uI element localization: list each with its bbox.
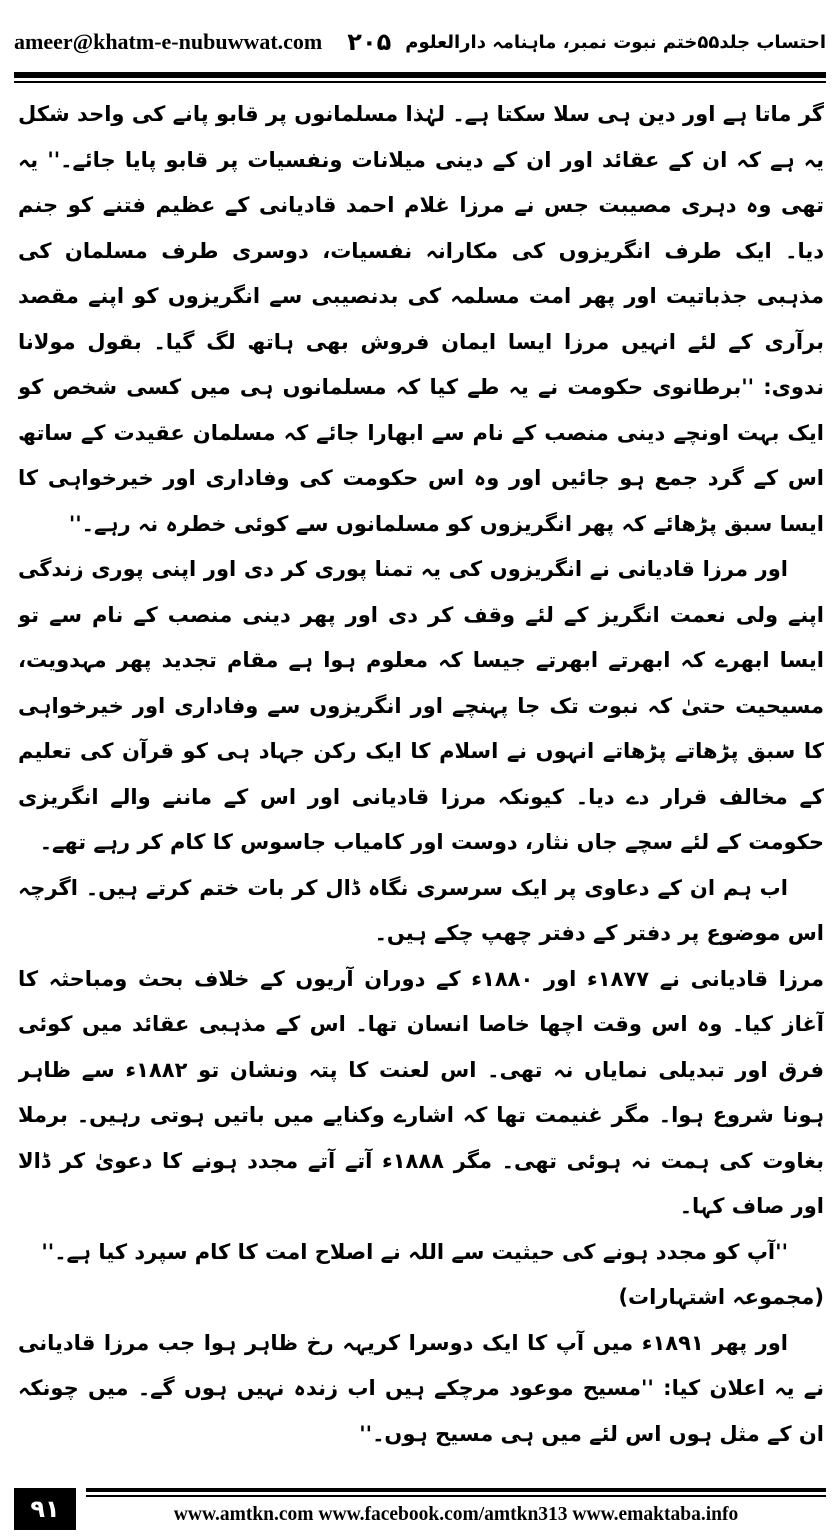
paragraph-1: گر ماتا ہے اور دین ہی سلا سکتا ہے۔ لہٰذا مسلمانوں پر قابو پانے کی واحد شکل یہ ہے کہ ان کے عقائد اور ان کے دینی میلانات ونفسیات پر قابو پایا جائے۔'' یہ تھی وہ دہری مصیبت جس نے مرزا غلام احمد قادیانی کے عظیم فتنے کو جنم دیا۔ ایک طرف انگریزوں کی مکارانہ نفسیات، دوسری طرف مسلمان کی مذہبی جذباتیت اور پھر امت مسلمہ کی بدنصیبی سے انگریزوں کو اپنے مقصد برآری کے لئے انہیں مرزا ایسا ایمان فروش بھی ہاتھ لگ گیا۔ بقول مولانا ندوی: ''برطانوی حکومت نے یہ طے کیا کہ مسلمانوں ہی میں کسی شخص کو ایک بہت اونچے دینی منصب کے نام سے ابھارا جائے کہ مسلمان عقیدت کے ساتھ اس کے گرد جمع ہو جائیں اور وہ اس حکومت کی وفاداری اور خیرخواہی کا ایسا سبق پڑھائے کہ پھر انگریزوں کو مسلمانوں سے کوئی خطرہ نہ رہے۔'': [18, 102, 824, 536]
paragraph-2: اور مرزا قادیانی نے انگریزوں کی یہ تمنا پوری کر دی اور اپنی پوری زندگی اپنے ولی نعمت انگریز کے لئے وقف کر دی اور پھر دینی منصب کے نام سے تو ایسا ابھرے کہ ابھرتے ابھرتے جیسا کہ معلوم ہوا ہے مقام تجدید پھر مہدویت، مسیحیت حتیٰ کہ نبوت تک جا پہنچے اور انگریزوں سے وفاداری اور خیرخواہی کا سبق پڑھاتے پڑھاتے انہوں نے اسلام کا ایک رکن جہاد ہی کو قرآن کی تعلیم کے مخالف قرار دے دیا۔ کیونکہ مرزا قادیانی اور اس کے ماننے والے انگریزی حکومت کے لئے سچے جاں نثار، دوست اور کامیاب جاسوس کا کام کر رہے تھے۔: [18, 557, 824, 854]
header-right: [347, 28, 826, 56]
header-title: احتساب جلد۵۵ختم نبوت نمبر، ماہنامہ دارالعلوم: [405, 31, 826, 53]
header-email[interactable]: ameer@khatm-e-nubuwwat.com: [14, 29, 323, 54]
footer-links[interactable]: www.amtkn.com www.facebook.com/amtkn313 www.emaktaba.info: [173, 1504, 739, 1525]
paragraph-4: مرزا قادیانی نے ۱۸۷۷ء اور ۱۸۸۰ء کے دوران آریوں کے خلاف بحث ومباحثہ کا آغاز کیا۔ وہ اس وقت اچھا خاصا انسان تھا۔ اس کے مذہبی عقائد میں کوئی فرق اور تبدیلی نمایاں نہ تھی۔ اس لعنت کا پتہ ونشان تو ۱۸۸۲ء سے ظاہر ہونا شروع ہوا۔ مگر غنیمت تھا کہ اشارے وکنایے میں باتیں ہوتی رہیں۔ برملا بغاوت کی ہمت نہ ہوئی تھی۔ مگر ۱۸۸۸ء آتے آتے مجدد ہونے کا دعویٰ کر ڈالا اور صاف کہا۔: [18, 966, 824, 1218]
page-header: [14, 14, 826, 70]
reference-citation: (مجموعہ اشتہارات): [618, 1285, 824, 1309]
header-rule-thin: [14, 81, 826, 83]
paragraph-7: اور پھر ۱۸۹۱ء میں آپ کا ایک دوسرا کریہہ رخ ظاہر ہوا جب مرزا قادیانی نے یہ اعلان کیا: ''مسیح موعود مرچکے ہیں اب زندہ نہیں ہوں گے۔ میں چونکہ ان کے مثل ہوں اس لئے میں ہی مسیح ہوں۔'': [18, 1330, 824, 1446]
paragraph-3: اب ہم ان کے دعاوی پر ایک سرسری نگاہ ڈال کر بات ختم کرتے ہیں۔ اگرچہ اس موضوع پر دفتر کے دفتر چھپ چکے ہیں۔: [18, 875, 824, 945]
footer-page-number: ۹۱: [14, 1488, 76, 1530]
footer-rule-thin: [86, 1495, 826, 1497]
article-body: [18, 92, 824, 1457]
header-page-number: ۲۰۵: [347, 28, 392, 56]
header-rule-thick: [14, 72, 826, 78]
page-footer: [14, 1488, 826, 1530]
quote-paragraph: ''آپ کو مجدد ہونے کی حیثیت سے اللہ نے اصلاح امت کا کام سپرد کیا ہے۔'': [41, 1239, 788, 1264]
footer-rule-thick: [86, 1488, 826, 1492]
